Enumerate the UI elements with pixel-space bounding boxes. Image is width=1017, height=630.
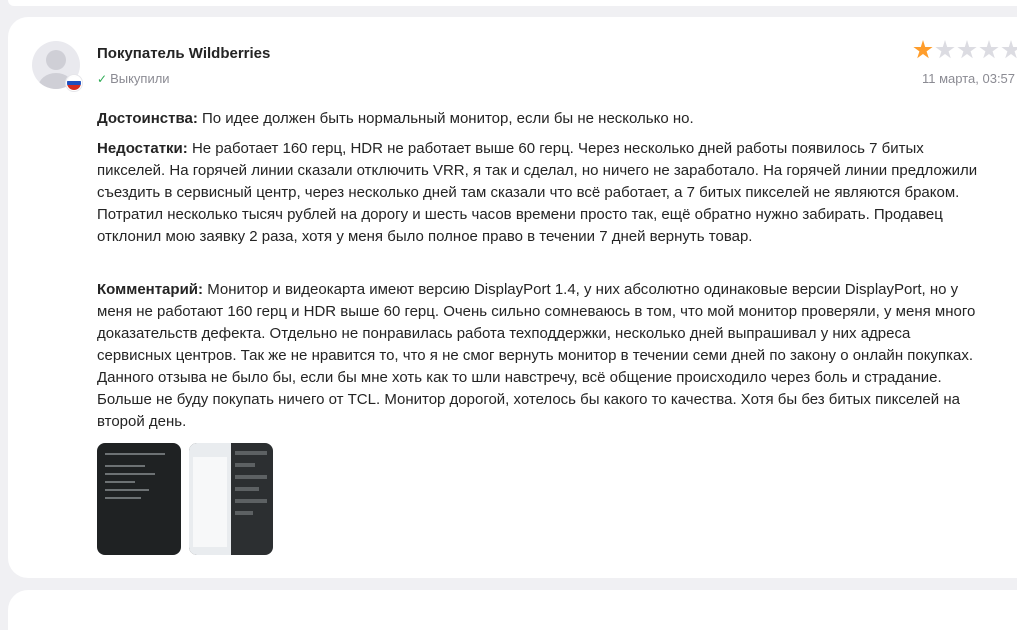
review-photo-thumbnail[interactable]: [189, 443, 273, 555]
star-empty-icon: [1001, 40, 1017, 60]
russia-flag-icon: [66, 75, 82, 91]
review-photos: [97, 443, 273, 555]
purchase-status: [97, 71, 170, 86]
avatar-head: [46, 50, 66, 70]
star-empty-icon: [935, 40, 955, 60]
review-photo-thumbnail[interactable]: [97, 443, 181, 555]
review-author: Покупатель Wildberries: [97, 45, 271, 62]
star-empty-icon: [957, 40, 977, 60]
star-empty-icon: [979, 40, 999, 60]
next-review-card: [8, 590, 1017, 630]
previous-review-card: [8, 0, 1017, 6]
pros-text: По идее должен быть нормальный монитор, если бы не несколько но.: [202, 110, 694, 127]
star-filled-icon: [913, 40, 933, 60]
review-card: [8, 17, 1017, 578]
rating-stars: [913, 40, 1017, 60]
cons-label: Недостатки:: [97, 140, 188, 157]
comment-label: Комментарий:: [97, 281, 204, 298]
review-comment: [97, 279, 987, 433]
check-icon: ✓: [97, 71, 108, 86]
review-date: 11 марта, 03:57: [922, 71, 1016, 86]
pros-label: Достоинства:: [97, 110, 198, 127]
review-cons: [97, 138, 987, 248]
review-pros: [97, 108, 987, 130]
cons-text: Не работает 160 герц, HDR не работает выше 60 герц. Через несколько дней работы появилось 7 битых пикселей. На горячей линии сказали отключить VRR, я так и сделал, но ничего не заработало. На горячей линии предложили съездить в сервисный центр, через несколько дней там сказали что всё работает, а 7 битых пикселей не являются браком. Потратил несколько тысяч рублей на дорогу и шесть часов времени просто так, ещё обратно нужно забирать. Продавец отклонил мою заявку 2 раза, хотя у меня было полное право в течении 7 дней вернуть товар.: [97, 140, 978, 245]
comment-text: Монитор и видеокарта имеют версию DisplayPort 1.4, у них абсолютно одинаковые версии DisplayPort, но у меня не работают 160 герц и HDR выше 60 герц. Очень сильно сомневаюсь в том, что мой монитор проверяли, у меня много доказательств дефекта. Отдельно не понравилась работа техподдержки, несколько дней выпрашивал у них адреса сервисных центров. Так же не нравится то, что я не смог вернуть монитор в течении семи дней по закону о онлайн покупках. Данного отзыва не было бы, если бы мне хоть как то шли навстречу, всё общение происходило через боль и страдание. Больше не буду покупать ничего от TCL. Монитор дорогой, хотелось бы какого то качества. Хотя бы без битых пикселей на второй день.: [97, 281, 976, 430]
purchase-status-label: Выкупили: [110, 71, 170, 86]
